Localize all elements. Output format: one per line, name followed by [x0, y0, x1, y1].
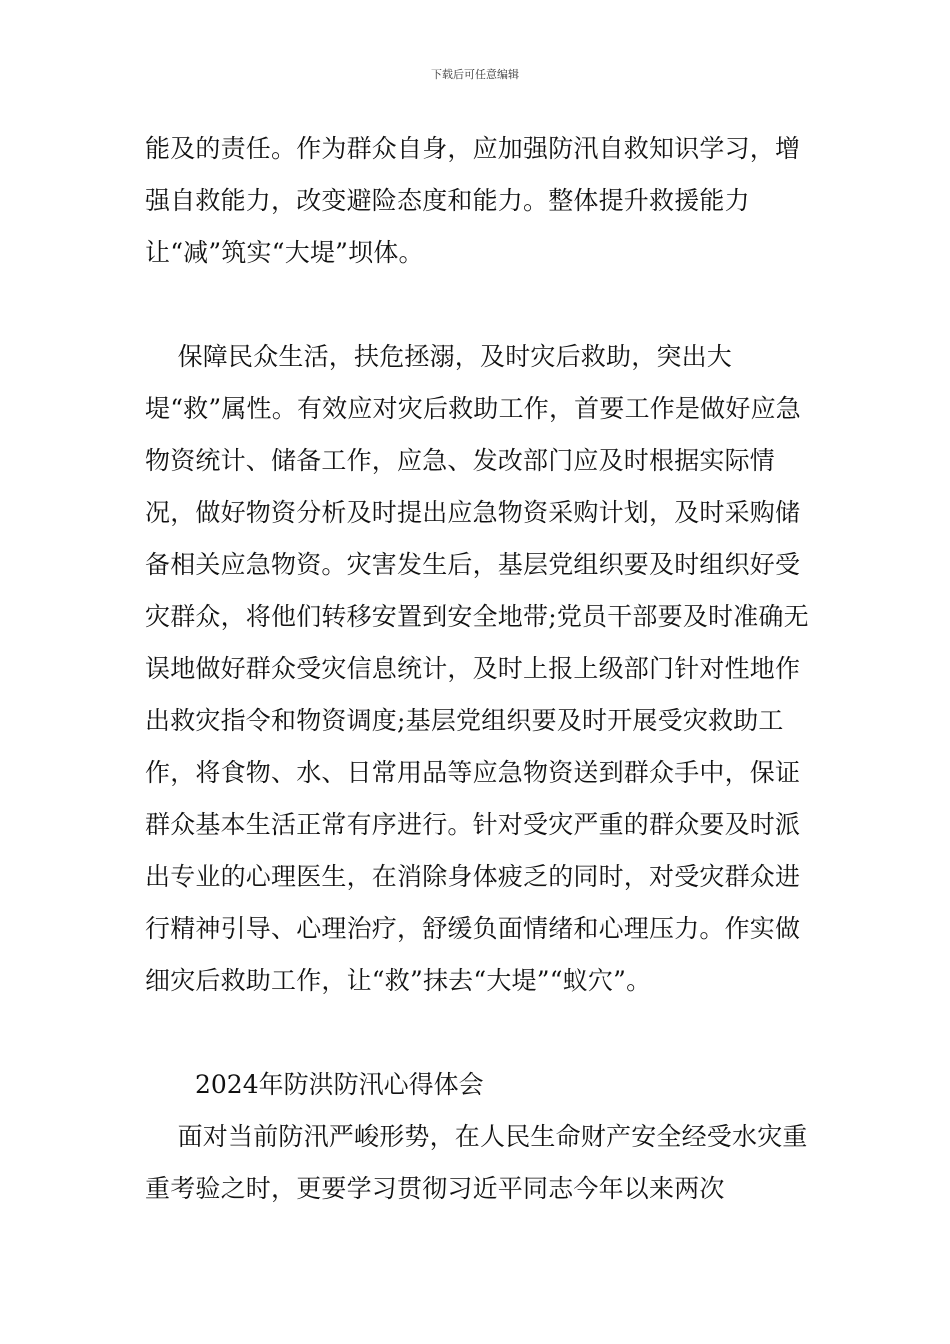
document-body [145, 123, 810, 1215]
paragraph-spacer [145, 279, 810, 331]
paragraph-spacer [145, 1007, 810, 1059]
paragraph-3: 面对当前防汛严峻形势，在人民生命财产安全经受水灾重重考验之时，更要学习贯彻习近平同志今年以来两次 [145, 1122, 808, 1203]
paragraph-2: 保障民众生活，扶危拯溺，及时灾后救助，突出大堤“救”属性。有效应对灾后救助工作，首要工作是做好应急物资统计、储备工作，应急、发改部门应及时根据实际情况，做好物资分析及时提出应急物资采购计划，及时采购储备相关应急物资。灾害发生后，基层党组织要及时组织好受灾群众，将他们转移安置到安全地带;党员干部要及时准确无误地做好群众受灾信息统计，及时上报上级部门针对性地作出救灾指令和物资调度;基层党组织要及时开展受灾救助工作，将食物、水、日常用品等应急物资送到群众手中，保证群众基本生活正常有序进行。针对受灾严重的群众要及时派出专业的心理医生，在消除身体疲乏的同时，对受灾群众进行精神引导、心理治疗，舒缓负面情绪和心理压力。作实做细灾后救助工作，让“救”抹去“大堤”“蚁穴”。 [145, 342, 809, 995]
header-note: 下载后可任意编辑 [431, 68, 519, 81]
paragraph-1: 能及的责任。作为群众自身，应加强防汛自救知识学习，增强自救能力，改变避险态度和能力。整体提升救援能力让“减”筑实“大堤”坝体。 [145, 134, 801, 267]
section-heading: 2024年防洪防汛心得体会 [195, 1070, 484, 1099]
